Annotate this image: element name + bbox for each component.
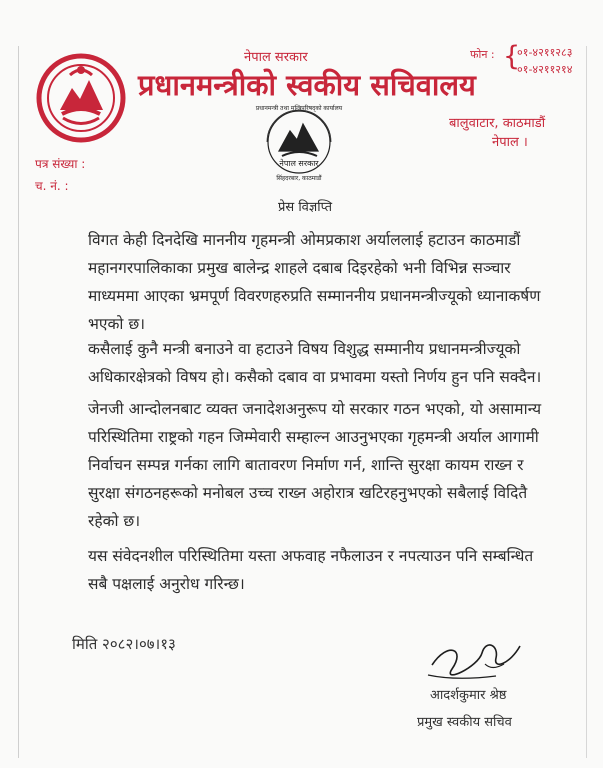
letter-number-label: पत्र संख्या : [35, 157, 86, 171]
government-heading: नेपाल सरकार [244, 50, 308, 65]
phone-number-2: ०१-४२११२१४ [517, 63, 573, 76]
stamp-middle-text: नेपाल सरकार [279, 159, 319, 168]
body-paragraph-1: विगत केही दिनदेखि माननीय गृहमन्त्री ओमप्रकाश अर्याललाई हटाउन काठमाडौं महानगरपालिकाका प्रमुख बालेन्द्र शाहले दबाब दिइरहेको भनी विभिन्न सञ्चार माध्यममा आएका भ्रमपूर्ण विवरणहरुप्रति सम्माननीय प्रधानमन्त्रीज्यूको ध्यानाकर्षण भएको छ। [88, 231, 541, 333]
signer-name: आदर्शकुमार श्रेष्ठ [430, 688, 507, 703]
stamp-bottom-text: सिंहदरबार, काठमाडौं [276, 175, 322, 182]
phone-brace: { [503, 41, 521, 72]
reference-number-label: च. नं. : [35, 179, 69, 193]
office-seal-icon [247, 100, 352, 184]
body-paragraph-2: कसैलाई कुनै मन्त्री बनाउने वा हटाउने विषय विशुद्ध सम्मानीय प्रधानमन्त्रीज्यूको अधिकारक्षेत्रको विषय हो। कसैको दबाव वा प्रभावमा यस्तो निर्णय हुन पनि सक्दैन। [88, 340, 542, 386]
office-address-line-2: नेपाल । [492, 135, 528, 150]
office-address-line-1: बालुवाटार, काठमाडौं [449, 116, 546, 131]
office-heading: प्रधानमन्त्रीको स्वकीय सचिवालय [138, 68, 476, 102]
signer-title: प्रमुख स्वकीय सचिव [417, 715, 512, 730]
signature-icon [420, 629, 532, 686]
stamp-top-text: प्रधानमन्त्री तथा मन्त्रिपरिषद्को कार्यालय [255, 105, 343, 112]
press-release-title: प्रेस विज्ञप्ति [278, 200, 333, 215]
nepal-emblem-icon [35, 52, 127, 144]
body-paragraph-3: जेनजी आन्दोलनबाट व्यक्त जनादेशअनुरूप यो सरकार गठन भएको, यो असामान्य परिस्थितिमा राष्ट्रको गहन जिम्मेवारी सम्हाल्न आउनुभएका गृहमन्त्री अर्याल आगामी निर्वाचन सम्पन्न गर्नका लागि बातावरण निर्माण गर्न, शान्ति सुरक्षा कायम राख्न र सुरक्षा संगठनहरूको मनोबल उच्च राख्न अहोरात्र खटिरहनुभएको सबैलाई विदितै रहेको छ। [88, 400, 542, 530]
phone-number-1: ०१-४२११२८३ [517, 46, 573, 59]
issue-date: मिति २०८२।०७।१३ [72, 635, 176, 653]
body-paragraph-4: यस संवेदनशील परिस्थितिमा यस्ता अफवाह नफैलाउन र नपत्याउन पनि सम्बन्धित सबै पक्षलाई अनुरोध गरिन्छ। [88, 547, 534, 593]
phone-label: फोन : [470, 48, 495, 61]
